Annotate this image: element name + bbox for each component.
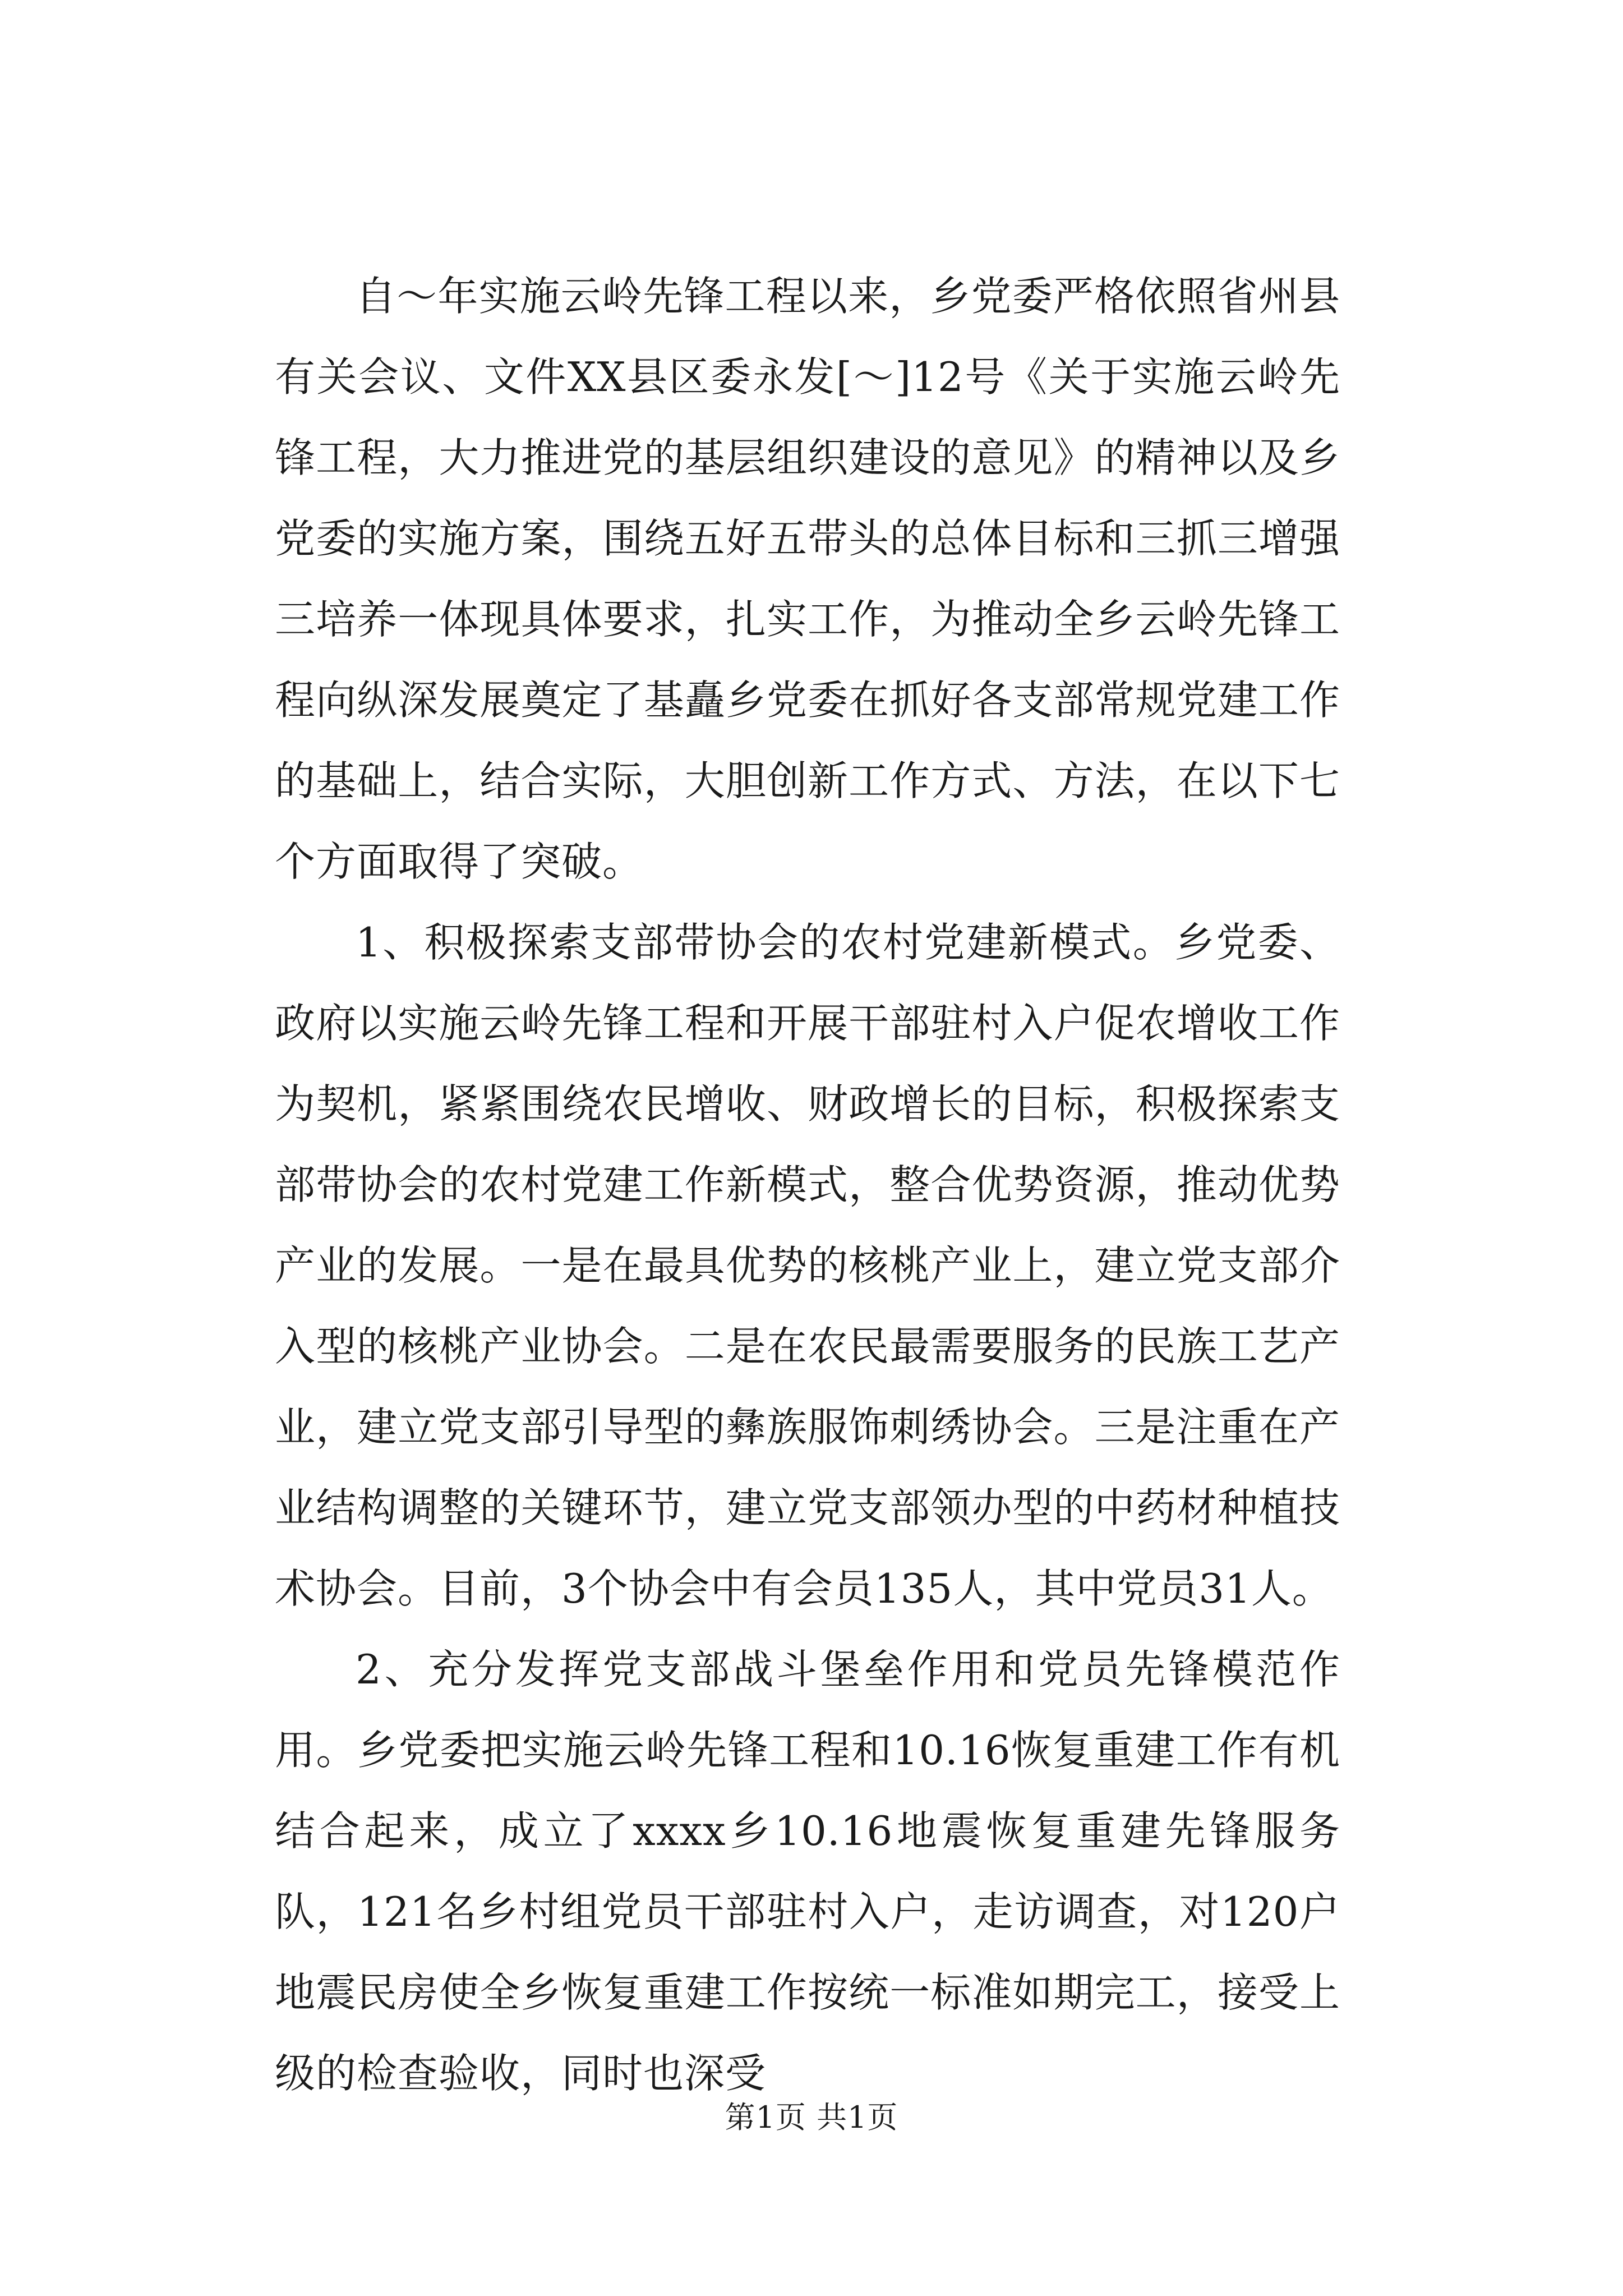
- paragraph-item-1: 1、积极探索支部带协会的农村党建新模式。乡党委、政府以实施云岭先锋工程和开展干部驻村入户促农增收工作为契机，紧紧围绕农民增收、财政增长的目标，积极探索支部带协会的农村党建工作新模式，整合优势资源，推动优势产业的发展。一是在最具优势的核桃产业上，建立党支部介入型的核桃产业协会。二是在农民最需要服务的民族工艺产业，建立党支部引导型的彝族服饰刺绣协会。三是注重在产业结构调整的关键环节，建立党支部领办型的中药材种植技术协会。目前，3个协会中有会员135人，其中党员31人。: [275, 919, 1340, 1612]
- paragraph-item-2: 2、充分发挥党支部战斗堡垒作用和党员先锋模范作用。乡党委把实施云岭先锋工程和10.16恢复重建工作有机结合起来，成立了xxxx乡10.16地震恢复重建先锋服务队，121名乡村组党员干部驻村入户，走访调查，对120户地震民房使全乡恢复重建工作按统一标准如期完工，接受上级的检查验收，同时也深受: [275, 1646, 1340, 2097]
- document-body: [275, 256, 1340, 2114]
- page-footer: 第1页 共1页: [725, 2100, 898, 2135]
- paragraph-intro: 自～年实施云岭先锋工程以来，乡党委严格依照省州县有关会议、文件XX县区委永发[～]12号《关于实施云岭先锋工程，大力推进党的基层组织建设的意见》的精神以及乡党委的实施方案，围绕五好五带头的总体目标和三抓三增强三培养一体现具体要求，扎实工作，为推动全乡云岭先锋工程向纵深发展奠定了基矗乡党委在抓好各支部常规党建工作的基础上，结合实际，大胆创新工作方式、方法，在以下七个方面取得了突破。: [275, 273, 1340, 885]
